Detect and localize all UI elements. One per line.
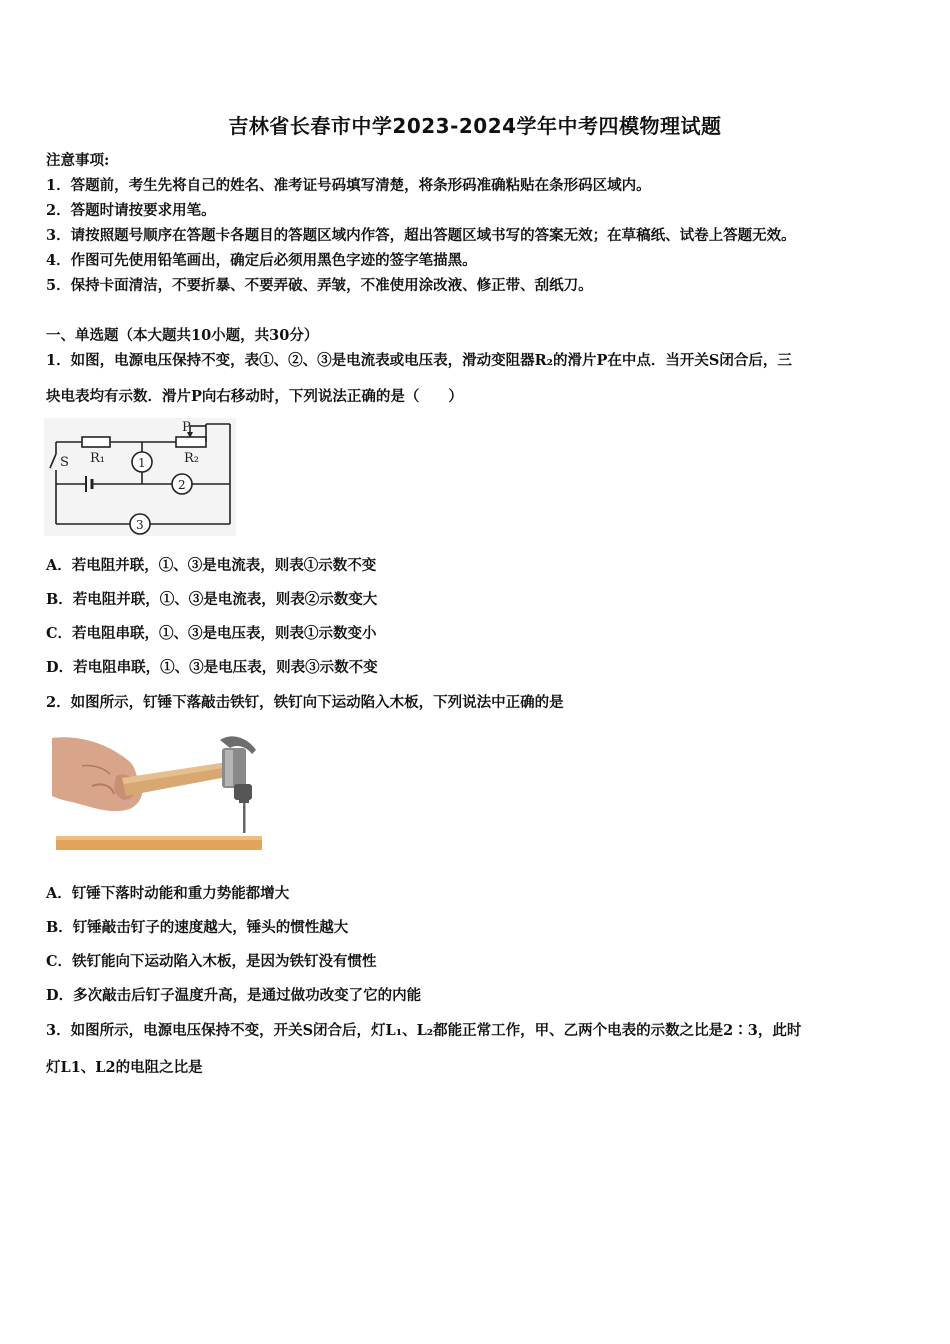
label-r2: R₂ bbox=[184, 451, 199, 466]
page-title: 吉林省长春市中学2023-2024学年中考四模物理试题 bbox=[228, 114, 722, 138]
question-3-stem-line-1: 3．如图所示，电源电压保持不变，开关S闭合后，灯L₁、L₂都能正常工作，甲、乙两个电表的示数之比是2∶3，此时 bbox=[46, 1022, 802, 1039]
notice-item: 1．答题前，考生先将自己的姓名、准考证号码填写清楚，将条形码准确粘贴在条形码区域内。 bbox=[46, 177, 651, 194]
meter-1-label: 1 bbox=[138, 456, 146, 470]
question-2-stem: 2．如图所示，钉锤下落敲击铁钉，铁钉向下运动陷入木板，下列说法中正确的是 bbox=[46, 694, 564, 711]
question-1-stem-line-1: 1．如图，电源电压保持不变，表①、②、③是电流表或电压表，滑动变阻器R₂的滑片P在中点．当开关S闭合后，三 bbox=[46, 352, 792, 369]
notice-item: 2．答题时请按要求用笔。 bbox=[46, 202, 216, 219]
question-3-stem-line-2: 灯L1、L2的电阻之比是 bbox=[46, 1059, 203, 1076]
hammer-nail-image bbox=[52, 726, 262, 856]
question-1-option-a: A．若电阻并联，①、③是电流表，则表①示数不变 bbox=[46, 557, 377, 574]
meter-2-label: 2 bbox=[178, 478, 186, 492]
label-r1: R₁ bbox=[90, 451, 105, 466]
notice-item: 4．作图可先使用铅笔画出，确定后必须用黑色字迹的签字笔描黑。 bbox=[46, 252, 477, 269]
question-1-option-b: B．若电阻并联，①、③是电流表，则表②示数变大 bbox=[46, 591, 378, 608]
meter-3-label: 3 bbox=[136, 518, 144, 532]
question-1-option-d: D．若电阻串联，①、③是电压表，则表③示数不变 bbox=[46, 659, 378, 676]
label-p: P bbox=[182, 420, 191, 435]
question-1-option-c: C．若电阻串联，①、③是电压表，则表①示数变小 bbox=[46, 625, 377, 642]
question-1-stem-line-2: 块电表均有示数．滑片P向右移动时，下列说法正确的是（ ） bbox=[46, 388, 463, 405]
question-2-option-b: B．钉锤敲击钉子的速度越大，锤头的惯性越大 bbox=[46, 919, 349, 936]
label-s: S bbox=[60, 455, 69, 470]
question-2-option-a: A．钉锤下落时动能和重力势能都增大 bbox=[46, 885, 290, 902]
notice-item: 5．保持卡面清洁，不要折暴、不要弄破、弄皱，不准使用涂改液、修正带、刮纸刀。 bbox=[46, 277, 593, 294]
notice-item: 3．请按照题号顺序在答题卡各题目的答题区域内作答，超出答题区域书写的答案无效；在草稿纸、试卷上答题无效。 bbox=[46, 227, 796, 244]
circuit-diagram bbox=[44, 418, 236, 536]
question-2-option-d: D．多次敲击后钉子温度升高，是通过做功改变了它的内能 bbox=[46, 987, 422, 1004]
section-heading: 一、单选题（本大题共10小题，共30分） bbox=[46, 327, 319, 344]
question-2-option-c: C．铁钉能向下运动陷入木板，是因为铁钉没有惯性 bbox=[46, 953, 377, 970]
notice-heading: 注意事项: bbox=[46, 152, 110, 169]
